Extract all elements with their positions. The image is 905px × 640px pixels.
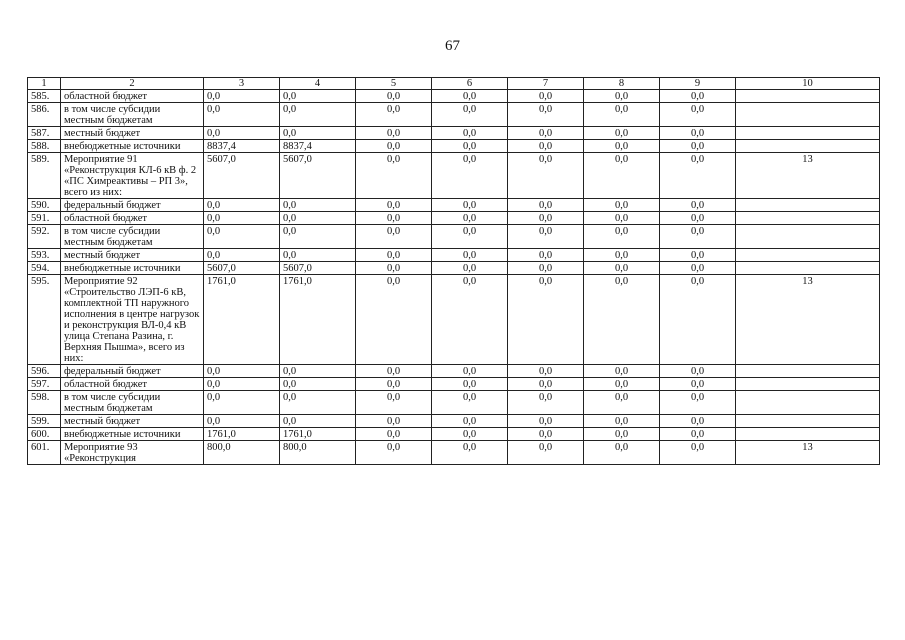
cell-col-8: 0,0	[584, 262, 660, 275]
cell-col-9: 0,0	[660, 140, 736, 153]
cell-col-7: 0,0	[508, 153, 584, 199]
cell-col-6: 0,0	[432, 212, 508, 225]
cell-col-5: 0,0	[356, 275, 432, 365]
cell-col-3: 0,0	[204, 212, 280, 225]
cell-col-7: 0,0	[508, 441, 584, 465]
table-row	[28, 428, 880, 441]
row-number: 598.	[28, 391, 61, 415]
row-number: 596.	[28, 365, 61, 378]
cell-col-4: 0,0	[280, 378, 356, 391]
cell-col-8: 0,0	[584, 90, 660, 103]
cell-col-5: 0,0	[356, 127, 432, 140]
cell-col-5: 0,0	[356, 90, 432, 103]
cell-col-4: 0,0	[280, 415, 356, 428]
cell-col-3: 1761,0	[204, 428, 280, 441]
column-header: 3	[204, 78, 280, 90]
cell-col-7: 0,0	[508, 140, 584, 153]
row-name: федеральный бюджет	[61, 365, 204, 378]
row-number: 601.	[28, 441, 61, 465]
cell-col-7: 0,0	[508, 391, 584, 415]
table-row	[28, 378, 880, 391]
table-row	[28, 391, 880, 415]
cell-col-10	[736, 225, 880, 249]
cell-col-6: 0,0	[432, 249, 508, 262]
cell-col-10	[736, 249, 880, 262]
cell-col-8: 0,0	[584, 275, 660, 365]
cell-col-3: 0,0	[204, 90, 280, 103]
cell-col-9: 0,0	[660, 127, 736, 140]
cell-col-5: 0,0	[356, 391, 432, 415]
cell-col-10	[736, 391, 880, 415]
table-row	[28, 199, 880, 212]
cell-col-3: 0,0	[204, 225, 280, 249]
cell-col-4: 0,0	[280, 127, 356, 140]
row-number: 588.	[28, 140, 61, 153]
row-name: местный бюджет	[61, 249, 204, 262]
table-row	[28, 441, 880, 465]
cell-col-5: 0,0	[356, 415, 432, 428]
cell-col-5: 0,0	[356, 249, 432, 262]
cell-col-10: 13	[736, 153, 880, 199]
cell-col-4: 800,0	[280, 441, 356, 465]
cell-col-9: 0,0	[660, 378, 736, 391]
row-name: местный бюджет	[61, 127, 204, 140]
cell-col-8: 0,0	[584, 441, 660, 465]
row-number: 586.	[28, 103, 61, 127]
cell-col-7: 0,0	[508, 365, 584, 378]
cell-col-3: 0,0	[204, 127, 280, 140]
table-row	[28, 140, 880, 153]
row-name: в том числе субсидии местным бюджетам	[61, 391, 204, 415]
cell-col-5: 0,0	[356, 365, 432, 378]
table-row	[28, 365, 880, 378]
cell-col-10	[736, 378, 880, 391]
row-name: областной бюджет	[61, 212, 204, 225]
cell-col-10	[736, 262, 880, 275]
cell-col-6: 0,0	[432, 225, 508, 249]
cell-col-10	[736, 428, 880, 441]
cell-col-5: 0,0	[356, 441, 432, 465]
cell-col-9: 0,0	[660, 225, 736, 249]
cell-col-8: 0,0	[584, 225, 660, 249]
cell-col-7: 0,0	[508, 127, 584, 140]
cell-col-6: 0,0	[432, 262, 508, 275]
row-name: в том числе субсидии местным бюджетам	[61, 225, 204, 249]
cell-col-10	[736, 365, 880, 378]
cell-col-9: 0,0	[660, 441, 736, 465]
cell-col-4: 1761,0	[280, 428, 356, 441]
cell-col-7: 0,0	[508, 90, 584, 103]
cell-col-7: 0,0	[508, 199, 584, 212]
row-name: Мероприятие 93 «Реконструкция	[61, 441, 204, 465]
table-row	[28, 249, 880, 262]
cell-col-8: 0,0	[584, 199, 660, 212]
row-name: федеральный бюджет	[61, 199, 204, 212]
cell-col-3: 8837,4	[204, 140, 280, 153]
cell-col-7: 0,0	[508, 262, 584, 275]
row-number: 592.	[28, 225, 61, 249]
cell-col-5: 0,0	[356, 428, 432, 441]
cell-col-10	[736, 127, 880, 140]
table-row	[28, 127, 880, 140]
row-name: внебюджетные источники	[61, 262, 204, 275]
table-row	[28, 262, 880, 275]
cell-col-6: 0,0	[432, 391, 508, 415]
cell-col-4: 0,0	[280, 199, 356, 212]
cell-col-9: 0,0	[660, 428, 736, 441]
cell-col-5: 0,0	[356, 199, 432, 212]
cell-col-7: 0,0	[508, 415, 584, 428]
cell-col-6: 0,0	[432, 441, 508, 465]
column-header: 4	[280, 78, 356, 90]
column-header: 6	[432, 78, 508, 90]
table-header-row	[28, 78, 880, 90]
cell-col-8: 0,0	[584, 365, 660, 378]
row-name: внебюджетные источники	[61, 428, 204, 441]
table-row	[28, 415, 880, 428]
cell-col-8: 0,0	[584, 153, 660, 199]
cell-col-8: 0,0	[584, 249, 660, 262]
row-number: 585.	[28, 90, 61, 103]
cell-col-8: 0,0	[584, 127, 660, 140]
cell-col-9: 0,0	[660, 275, 736, 365]
cell-col-5: 0,0	[356, 262, 432, 275]
cell-col-5: 0,0	[356, 153, 432, 199]
cell-col-8: 0,0	[584, 103, 660, 127]
row-number: 594.	[28, 262, 61, 275]
column-header: 9	[660, 78, 736, 90]
cell-col-4: 5607,0	[280, 153, 356, 199]
cell-col-10: 13	[736, 441, 880, 465]
row-number: 590.	[28, 199, 61, 212]
budget-table	[27, 77, 880, 465]
cell-col-3: 0,0	[204, 199, 280, 212]
table-row	[28, 275, 880, 365]
cell-col-7: 0,0	[508, 212, 584, 225]
cell-col-7: 0,0	[508, 378, 584, 391]
row-name: областной бюджет	[61, 378, 204, 391]
cell-col-10	[736, 90, 880, 103]
cell-col-10	[736, 140, 880, 153]
cell-col-5: 0,0	[356, 378, 432, 391]
cell-col-3: 0,0	[204, 391, 280, 415]
column-header: 1	[28, 78, 61, 90]
table-body	[28, 78, 880, 465]
table-row	[28, 225, 880, 249]
row-name: Мероприятие 92 «Строительство ЛЭП-6 кВ, комплектной ТП наружного исполнения в центре нагрузок и реконструкция ВЛ-0,4 кВ улица Степана Разина, г. Верхняя Пышма», всего из них:	[61, 275, 204, 365]
cell-col-6: 0,0	[432, 428, 508, 441]
row-number: 589.	[28, 153, 61, 199]
cell-col-9: 0,0	[660, 199, 736, 212]
cell-col-3: 800,0	[204, 441, 280, 465]
column-header: 2	[61, 78, 204, 90]
cell-col-7: 0,0	[508, 225, 584, 249]
cell-col-4: 0,0	[280, 365, 356, 378]
cell-col-9: 0,0	[660, 153, 736, 199]
cell-col-4: 1761,0	[280, 275, 356, 365]
cell-col-4: 0,0	[280, 90, 356, 103]
row-number: 597.	[28, 378, 61, 391]
cell-col-5: 0,0	[356, 103, 432, 127]
cell-col-8: 0,0	[584, 140, 660, 153]
cell-col-6: 0,0	[432, 378, 508, 391]
column-header: 10	[736, 78, 880, 90]
cell-col-9: 0,0	[660, 249, 736, 262]
cell-col-5: 0,0	[356, 225, 432, 249]
cell-col-4: 8837,4	[280, 140, 356, 153]
cell-col-6: 0,0	[432, 90, 508, 103]
table-row	[28, 153, 880, 199]
row-name: местный бюджет	[61, 415, 204, 428]
cell-col-5: 0,0	[356, 140, 432, 153]
cell-col-8: 0,0	[584, 415, 660, 428]
cell-col-6: 0,0	[432, 140, 508, 153]
cell-col-9: 0,0	[660, 262, 736, 275]
cell-col-6: 0,0	[432, 415, 508, 428]
cell-col-3: 5607,0	[204, 153, 280, 199]
cell-col-4: 0,0	[280, 249, 356, 262]
row-number: 591.	[28, 212, 61, 225]
cell-col-3: 0,0	[204, 249, 280, 262]
row-number: 595.	[28, 275, 61, 365]
cell-col-8: 0,0	[584, 391, 660, 415]
cell-col-4: 0,0	[280, 225, 356, 249]
cell-col-3: 0,0	[204, 378, 280, 391]
cell-col-6: 0,0	[432, 153, 508, 199]
column-header: 7	[508, 78, 584, 90]
cell-col-4: 0,0	[280, 391, 356, 415]
cell-col-8: 0,0	[584, 212, 660, 225]
row-name: внебюджетные источники	[61, 140, 204, 153]
cell-col-6: 0,0	[432, 275, 508, 365]
cell-col-5: 0,0	[356, 212, 432, 225]
row-name: Мероприятие 91 «Реконструкция КЛ-6 кВ ф. 2 «ПС Химреактивы – РП 3», всего из них:	[61, 153, 204, 199]
cell-col-6: 0,0	[432, 127, 508, 140]
cell-col-3: 1761,0	[204, 275, 280, 365]
cell-col-10	[736, 212, 880, 225]
column-header: 5	[356, 78, 432, 90]
cell-col-7: 0,0	[508, 249, 584, 262]
row-number: 587.	[28, 127, 61, 140]
cell-col-10	[736, 103, 880, 127]
cell-col-3: 0,0	[204, 103, 280, 127]
cell-col-9: 0,0	[660, 90, 736, 103]
cell-col-4: 0,0	[280, 212, 356, 225]
cell-col-9: 0,0	[660, 365, 736, 378]
cell-col-10: 13	[736, 275, 880, 365]
cell-col-6: 0,0	[432, 365, 508, 378]
table-row	[28, 90, 880, 103]
table-row	[28, 103, 880, 127]
row-number: 599.	[28, 415, 61, 428]
row-number: 593.	[28, 249, 61, 262]
table-row	[28, 212, 880, 225]
cell-col-10	[736, 199, 880, 212]
cell-col-9: 0,0	[660, 415, 736, 428]
cell-col-4: 0,0	[280, 103, 356, 127]
cell-col-6: 0,0	[432, 103, 508, 127]
cell-col-9: 0,0	[660, 212, 736, 225]
cell-col-10	[736, 415, 880, 428]
cell-col-6: 0,0	[432, 199, 508, 212]
page-number: 67	[445, 38, 460, 54]
cell-col-7: 0,0	[508, 103, 584, 127]
cell-col-9: 0,0	[660, 103, 736, 127]
cell-col-3: 5607,0	[204, 262, 280, 275]
cell-col-8: 0,0	[584, 428, 660, 441]
cell-col-7: 0,0	[508, 275, 584, 365]
cell-col-3: 0,0	[204, 415, 280, 428]
cell-col-8: 0,0	[584, 378, 660, 391]
row-name: в том числе субсидии местным бюджетам	[61, 103, 204, 127]
row-number: 600.	[28, 428, 61, 441]
cell-col-3: 0,0	[204, 365, 280, 378]
row-name: областной бюджет	[61, 90, 204, 103]
cell-col-7: 0,0	[508, 428, 584, 441]
column-header: 8	[584, 78, 660, 90]
cell-col-9: 0,0	[660, 391, 736, 415]
cell-col-4: 5607,0	[280, 262, 356, 275]
